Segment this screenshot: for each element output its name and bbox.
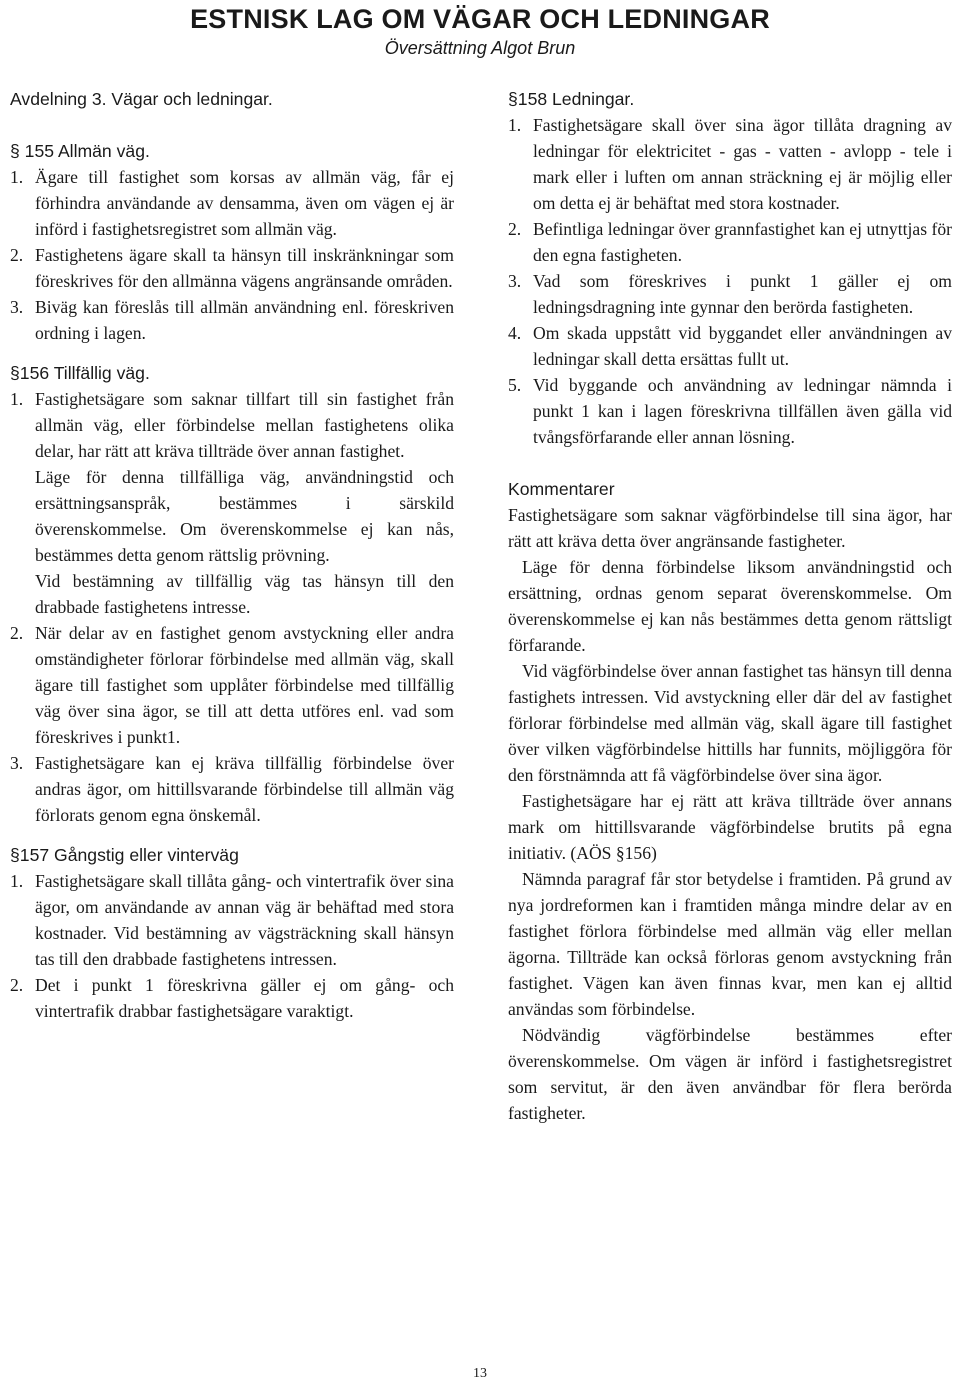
list-item (508, 112, 952, 216)
section-155-heading: § 155 Allmän väg. (10, 141, 150, 161)
item-text: Befintliga ledningar över grannfastighet kan ej utnyttjas för den egna fastigheten. (533, 219, 952, 265)
list-item (10, 242, 454, 294)
item-number: 2. (10, 245, 24, 265)
division-heading: Avdelning 3. Vägar och ledningar. (10, 89, 273, 109)
item-paragraph: Vid bestämning av tillfällig väg tas hänsyn till den drabbade fastighetens intresse. (35, 571, 454, 617)
item-text: Det i punkt 1 föreskrivna gäller ej om gång- och vintertrafik drabbar fastighetsägare varaktigt. (35, 975, 454, 1021)
comment-paragraph: Fastighetsägare som saknar vägförbindelse till sina ägor, har rätt att kräva detta över angränsande fastigheter. (508, 505, 952, 551)
item-number: 3. (10, 753, 24, 773)
item-number: 1. (10, 167, 24, 187)
item-paragraph: Fastighetsägare som saknar tillfart till sin fastighet från allmän väg, eller förbindelse mellan fastighetens olika delar, har rätt att kräva tillträde över annan fastighet. (35, 389, 454, 461)
section-157-heading: §157 Gångstig eller vinterväg (10, 845, 239, 865)
item-text: Fastighetsägare skall tillåta gång- och vintertrafik över sina ägor, om användande av annan väg är behäftad med stora kostnader. Vid bestämning av vägsträckning skall hänsyn tas till den drabbade fastighetens intressen. (35, 871, 454, 969)
left-column (10, 86, 454, 1024)
item-text: Biväg kan föreslås till allmän användning enl. föreskriven ordning i lagen. (35, 297, 454, 343)
item-number: 1. (10, 389, 24, 409)
list-item (10, 972, 454, 1024)
comment-paragraph: Fastighetsägare har ej rätt att kräva tillträde över annans mark om hittillsvarande vägförbindelse brutits på egna initiativ. (AÖS §156) (508, 791, 952, 863)
item-text: Ägare till fastighet som korsas av allmän väg, får ej förhindra användande av densamma, även om vägen ej är införd i fastighetsregistret som allmän väg. (35, 167, 454, 239)
section-155-items (10, 164, 454, 346)
list-item (10, 386, 454, 620)
item-number: 4. (508, 323, 522, 343)
list-item (10, 750, 454, 828)
document-title: ESTNISK LAG OM VÄGAR OCH LEDNINGAR (190, 4, 770, 34)
list-item (508, 216, 952, 268)
item-number: 5. (508, 375, 522, 395)
list-item (508, 320, 952, 372)
list-item (508, 372, 952, 450)
item-number: 2. (508, 219, 522, 239)
section-158-heading: §158 Ledningar. (508, 89, 635, 109)
comment-paragraph: Läge för denna förbindelse liksom användningstid och ersättning, ordnas genom separat överenskommelse. Om överenskommelse ej kan nås bestämmes detta genom rättsligt förfarande. (508, 557, 952, 655)
list-item (10, 868, 454, 972)
list-item (10, 620, 454, 750)
comment-paragraph: Nämnda paragraf får stor betydelse i framtiden. På grund av nya jordreformen kan i framtiden många mindre delar av en fastighet förlora förbindelse med allmän väg eller mellan ägorna. Tillträde kan också förloras genom avstyckning från fastighet. Vägen kan även finnas kvar, men kan ej alltid användas som förbindelse. (508, 869, 952, 1019)
item-text: Fastighetsägare skall över sina ägor tillåta dragning av ledningar för elektricitet - gas - vatten - avlopp - tele i mark eller i luften om annan sträckning ej är möjlig eller om detta ej är behäftat med stora kostnader. (533, 115, 952, 213)
section-156-heading: §156 Tillfällig väg. (10, 363, 150, 383)
item-text: Vad som föreskrives i punkt 1 gäller ej om ledningsdragning inte gynnar den berörda fastigheten. (533, 271, 952, 317)
item-number: 1. (508, 115, 522, 135)
translator-credit: Översättning Algot Brun (384, 38, 576, 58)
item-text: Vid byggande och användning av ledningar nämnda i punkt 1 kan i lagen föreskrivna tillfällen även gälla vid tvångsförfarande eller annan lösning. (533, 375, 952, 447)
item-number: 2. (10, 623, 24, 643)
item-number: 1. (10, 871, 24, 891)
item-number: 2. (10, 975, 24, 995)
comment-paragraph: Vid vägförbindelse över annan fastighet tas hänsyn till denna fastighets intressen. Vid avstyckning eller där del av fastighet förlorar förbindelse med allmän väg, skall ägare till fastighet över vilken vägförbindelse hittills har funnits, möjliggöra för den förstnämnda att få vägförbindelse över sina ägor. (508, 661, 952, 785)
item-text: Om skada uppstått vid byggandet eller användningen av ledningar skall detta ersättas fullt ut. (533, 323, 952, 369)
item-number: 3. (10, 297, 24, 317)
right-column (508, 86, 952, 1126)
item-paragraph: Läge för denna tillfälliga väg, användningstid och ersättningsanspråk, bestämmes i särskild överenskommelse. Om överenskommelse ej kan nås, bestämmes detta genom rättslig prövning. (35, 467, 454, 565)
item-text: Fastighetsägare kan ej kräva tillfällig förbindelse över andras ägor, om hittillsvarande förbindelse till allmän väg förlorats genom egna önskemål. (35, 753, 454, 825)
page-number: 13 (473, 1366, 487, 1381)
item-number: 3. (508, 271, 522, 291)
item-text: Fastighetens ägare skall ta hänsyn till inskränkningar som föreskrives för den allmänna vägens angränsande områden. (35, 245, 454, 291)
list-item (10, 164, 454, 242)
list-item (10, 294, 454, 346)
comment-paragraph: Nödvändig vägförbindelse bestämmes efter överenskommelse. Om vägen är införd i fastighetsregistret som servitut, är den även användbar för flera berörda fastigheter. (508, 1025, 952, 1123)
item-text: När delar av en fastighet genom avstyckning eller andra omständigheter förlorar förbindelse med allmän väg, skall ägare till fastighet som upplåter förbindelse med tillfällig väg över sina ägor, se till att detta utföres enl. vad som föreskrives i punkt1. (35, 623, 454, 747)
list-item (508, 268, 952, 320)
comments-heading: Kommentarer (508, 479, 615, 499)
